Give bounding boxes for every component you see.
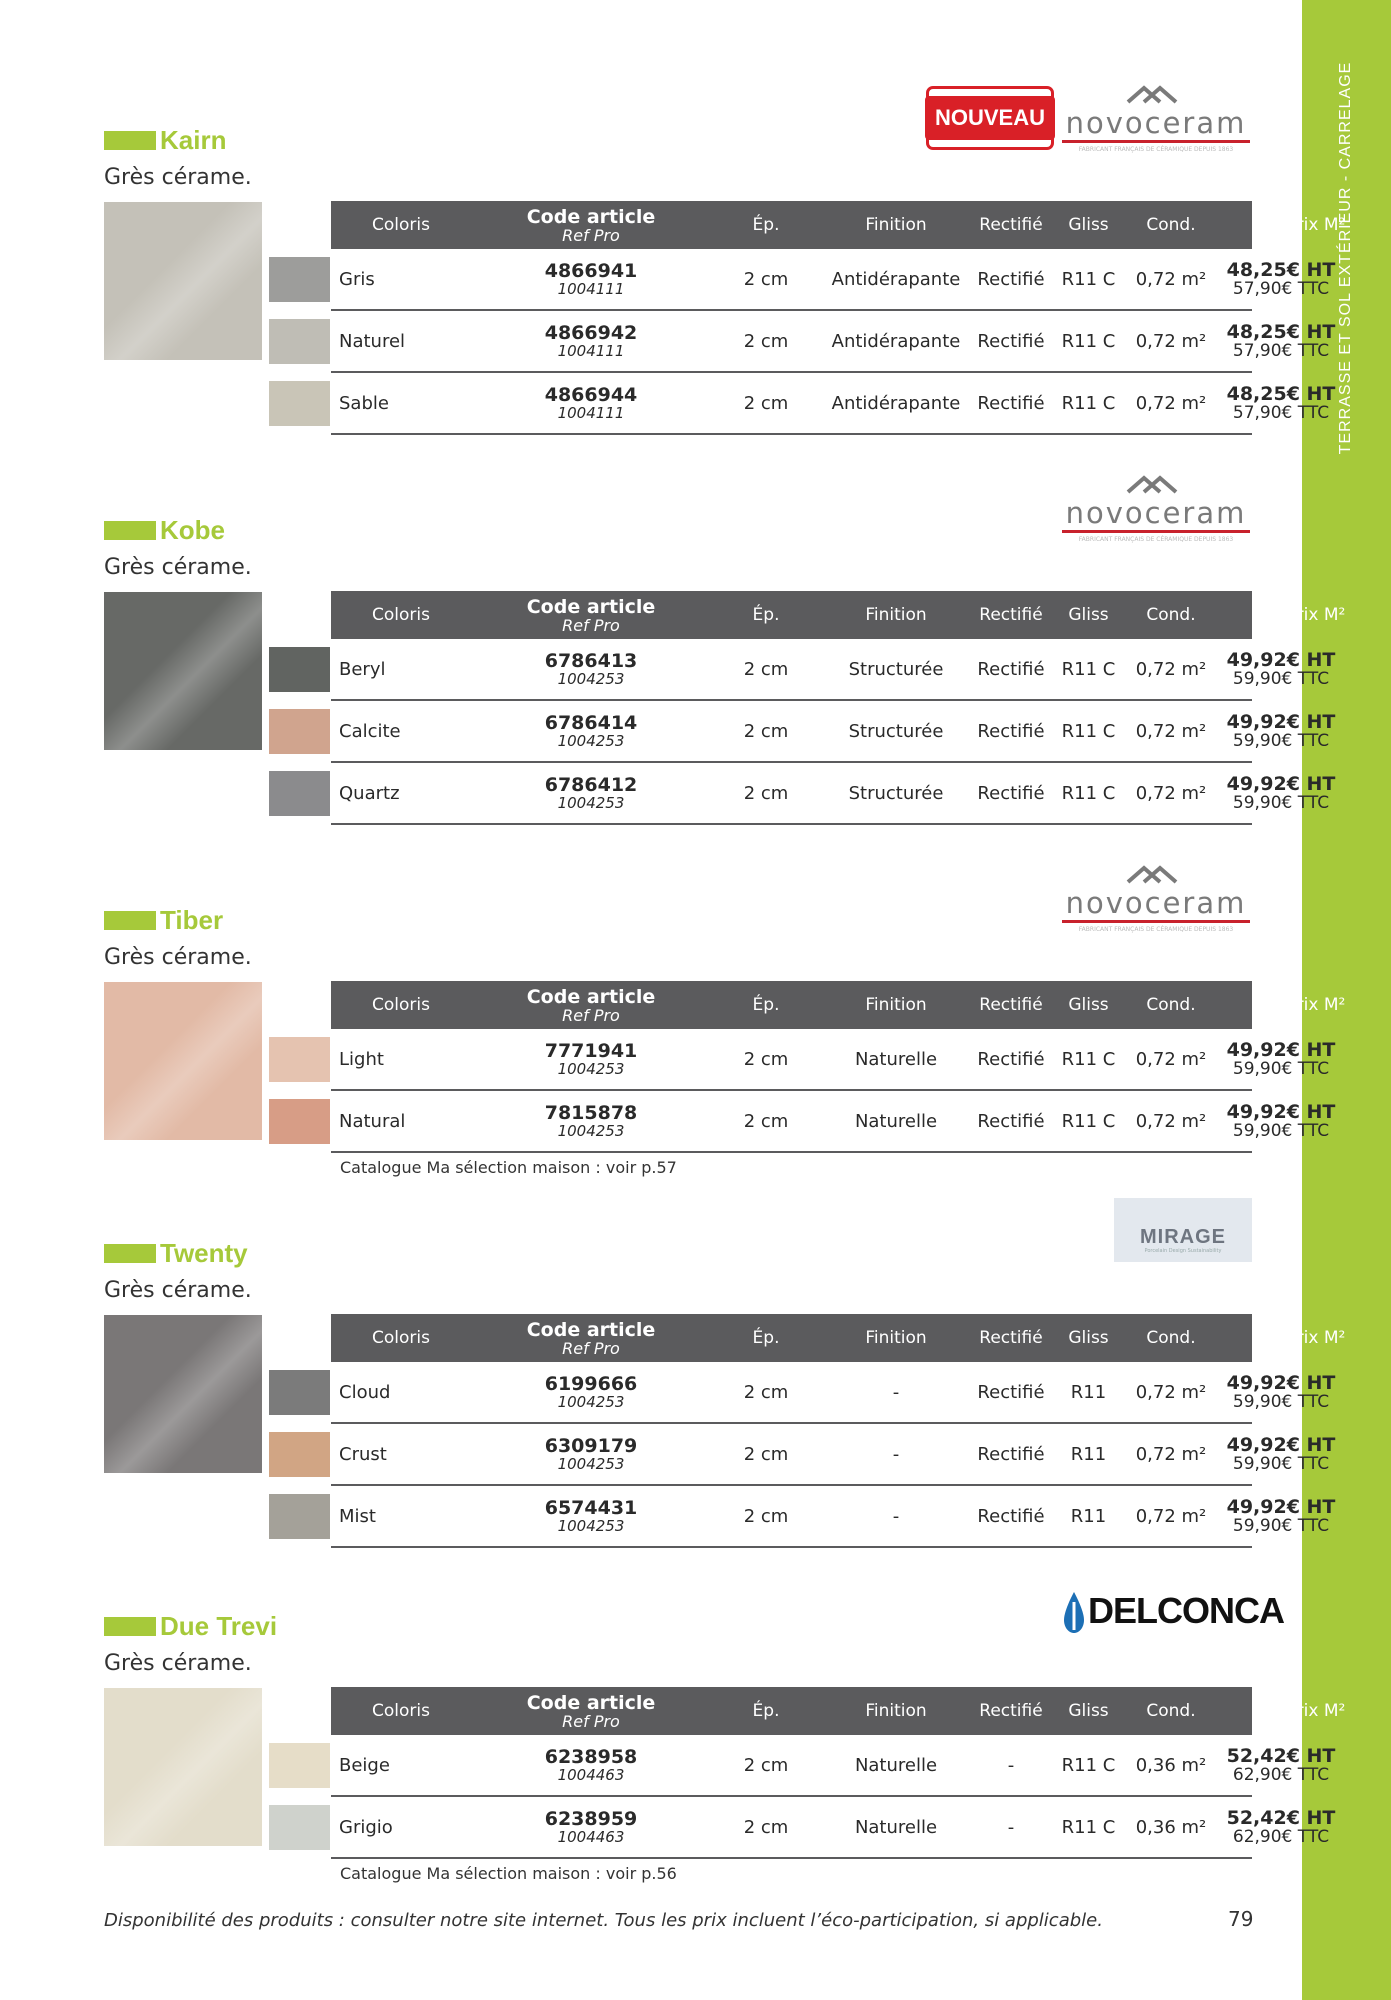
- header-rectifie: Rectifié: [979, 995, 1043, 1015]
- cell-gliss: R11 C: [1061, 782, 1116, 804]
- cell-code: [471, 1735, 711, 1795]
- cell-finition: -: [892, 1505, 900, 1527]
- header-ep: Ép.: [752, 1328, 780, 1348]
- header-finition: Finition: [865, 1328, 927, 1348]
- color-swatch: [269, 1805, 330, 1850]
- header-cond: Cond.: [1146, 605, 1196, 625]
- novoceram-underline: [1062, 530, 1250, 533]
- cell-rectifie: Rectifié: [977, 1381, 1045, 1403]
- cell-gliss: R11 C: [1061, 392, 1116, 414]
- header-code-label: Code article: [526, 1318, 656, 1341]
- title-accent-bar: [104, 521, 156, 540]
- ref-pro: 1004253: [557, 1122, 625, 1140]
- cell-price: [1216, 701, 1346, 761]
- delconca-logo: [1058, 1590, 1284, 1638]
- header-gliss: Gliss: [1068, 1701, 1109, 1721]
- price-ht: 49,92€ HT: [1226, 1101, 1336, 1123]
- novoceram-logo: [1058, 864, 1254, 934]
- cell-gliss: R11: [1070, 1381, 1107, 1403]
- header-coloris: Coloris: [372, 1328, 430, 1348]
- header-rectifie: Rectifié: [979, 605, 1043, 625]
- novoceram-tagline: FABRICANT FRANÇAIS DE CÉRAMIQUE DEPUIS 1863: [1078, 536, 1234, 543]
- header-coloris: Coloris: [372, 995, 430, 1015]
- cell-code: [471, 311, 711, 371]
- novoceram-underline: [1062, 920, 1250, 923]
- cell-ep: 2 cm: [743, 1443, 789, 1465]
- cell-cond: 0,72 m²: [1135, 268, 1207, 290]
- cell-cond: 0,72 m²: [1135, 1381, 1207, 1403]
- section-title: [104, 125, 226, 155]
- product-table: [331, 201, 1346, 435]
- price-ht: 48,25€ HT: [1226, 383, 1336, 405]
- cell-code: [471, 249, 711, 309]
- cell-code: [471, 1029, 711, 1089]
- cell-coloris: Naturel: [339, 330, 406, 352]
- footer-disclaimer: Disponibilité des produits : consulter notre site internet. Tous les prix incluent l’éco-participation, si applicable.: [104, 1910, 1103, 1931]
- cell-finition: Naturelle: [854, 1816, 938, 1838]
- section-title: [104, 515, 225, 545]
- cell-coloris: Mist: [339, 1505, 376, 1527]
- ref-pro: 1004253: [557, 794, 625, 812]
- price-ttc: 59,90€ TTC: [1232, 1454, 1330, 1474]
- cell-gliss: R11 C: [1061, 268, 1116, 290]
- price-ttc: 59,90€ TTC: [1232, 731, 1330, 751]
- novoceram-wordmark: novoceram: [1065, 106, 1247, 140]
- header-prix: Prix M²: [1286, 1701, 1346, 1721]
- table-header: [331, 1314, 1346, 1362]
- product-image: [104, 1688, 262, 1846]
- table-row: [331, 1091, 1336, 1153]
- cell-coloris: Cloud: [339, 1381, 391, 1403]
- cell-price: [1216, 1362, 1346, 1422]
- cell-gliss: R11 C: [1061, 1048, 1116, 1070]
- cell-ep: 2 cm: [743, 1816, 789, 1838]
- header-gliss: Gliss: [1068, 605, 1109, 625]
- header-ep: Ép.: [752, 995, 780, 1015]
- code-article: 4866944: [544, 384, 638, 406]
- cell-finition: Structurée: [848, 782, 944, 804]
- cell-coloris: Crust: [339, 1443, 387, 1465]
- header-code-sub: Ref Pro: [562, 1711, 620, 1731]
- header-gliss: Gliss: [1068, 215, 1109, 235]
- table-row: [331, 639, 1336, 701]
- header-finition: Finition: [865, 215, 927, 235]
- section-title-text: Due Trevi: [160, 1610, 278, 1641]
- novoceram-wordmark: novoceram: [1065, 886, 1247, 920]
- table-header: [331, 591, 1346, 639]
- header-cond: Cond.: [1146, 215, 1196, 235]
- header-code-sub: Ref Pro: [562, 225, 620, 245]
- cell-rectifie: Rectifié: [977, 392, 1045, 414]
- section-subtitle: Grès cérame.: [104, 1278, 252, 1303]
- ref-pro: 1004253: [557, 1455, 625, 1473]
- mirage-tagline: Porcelain Design Sustainability: [1144, 1248, 1222, 1254]
- cell-coloris: Light: [339, 1048, 384, 1070]
- cell-price: [1216, 763, 1346, 823]
- header-gliss: Gliss: [1068, 1328, 1109, 1348]
- cell-cond: 0,72 m²: [1135, 720, 1207, 742]
- novoceram-mark-icon: [1126, 864, 1186, 886]
- code-article: 7771941: [544, 1040, 638, 1062]
- header-code-sub: Ref Pro: [562, 615, 620, 635]
- page-number: 79: [1228, 1907, 1254, 1931]
- cell-ep: 2 cm: [743, 1381, 789, 1403]
- cell-gliss: R11 C: [1061, 720, 1116, 742]
- table-row: [331, 1735, 1336, 1797]
- cell-coloris: Grigio: [339, 1816, 393, 1838]
- cell-cond: 0,36 m²: [1135, 1816, 1207, 1838]
- cell-coloris: Quartz: [339, 782, 400, 804]
- code-article: 6574431: [544, 1497, 638, 1519]
- header-ep: Ép.: [752, 605, 780, 625]
- cell-code: [471, 1424, 711, 1484]
- cell-gliss: R11 C: [1061, 1110, 1116, 1132]
- color-swatch: [269, 647, 330, 692]
- cell-price: [1216, 373, 1346, 433]
- ref-pro: 1004111: [557, 404, 625, 422]
- ref-pro: 1004253: [557, 1060, 625, 1078]
- header-prix: Prix M²: [1286, 605, 1346, 625]
- table-row: [331, 1029, 1336, 1091]
- price-ttc: 57,90€ TTC: [1232, 403, 1330, 423]
- header-cond: Cond.: [1146, 1701, 1196, 1721]
- section-title: [104, 905, 223, 935]
- section-title: [104, 1238, 248, 1268]
- header-ep: Ép.: [752, 1701, 780, 1721]
- cell-rectifie: Rectifié: [977, 1443, 1045, 1465]
- code-article: 6199666: [544, 1373, 638, 1395]
- ref-pro: 1004111: [557, 280, 625, 298]
- ref-pro: 1004253: [557, 1393, 625, 1411]
- cell-rectifie: Rectifié: [977, 330, 1045, 352]
- code-article: 4866942: [544, 322, 638, 344]
- novoceram-mark-icon: [1126, 474, 1186, 496]
- cell-cond: 0,72 m²: [1135, 1110, 1207, 1132]
- color-swatch: [269, 709, 330, 754]
- mirage-logo: [1114, 1198, 1252, 1262]
- cell-rectifie: Rectifié: [977, 658, 1045, 680]
- cell-price: [1216, 1486, 1346, 1546]
- cell-rectifie: Rectifié: [977, 268, 1045, 290]
- mirage-wordmark: MIRAGE: [1140, 1226, 1226, 1248]
- cell-code: [471, 639, 711, 699]
- cell-price: [1216, 311, 1346, 371]
- header-code-label: Code article: [526, 595, 656, 618]
- cell-cond: 0,72 m²: [1135, 1048, 1207, 1070]
- cell-cond: 0,72 m²: [1135, 330, 1207, 352]
- novoceram-tagline: FABRICANT FRANÇAIS DE CÉRAMIQUE DEPUIS 1863: [1078, 146, 1234, 153]
- cell-coloris: Beige: [339, 1754, 390, 1776]
- product-table: [331, 591, 1346, 825]
- header-code: [471, 1314, 711, 1362]
- header-code-label: Code article: [526, 1691, 656, 1714]
- cell-price: [1216, 1029, 1346, 1089]
- cell-rectifie: -: [1007, 1816, 1015, 1838]
- table-header: [331, 201, 1346, 249]
- code-article: 6786414: [544, 712, 638, 734]
- color-swatch: [269, 1099, 330, 1144]
- color-swatch: [269, 1370, 330, 1415]
- ref-pro: 1004253: [557, 1517, 625, 1535]
- table-row: [331, 1797, 1336, 1859]
- cell-price: [1216, 639, 1346, 699]
- code-article: 6786413: [544, 650, 638, 672]
- table-row: [331, 311, 1336, 373]
- price-ht: 48,25€ HT: [1226, 259, 1336, 281]
- header-rectifie: Rectifié: [979, 1328, 1043, 1348]
- price-ttc: 57,90€ TTC: [1232, 279, 1330, 299]
- header-code: [471, 981, 711, 1029]
- header-rectifie: Rectifié: [979, 215, 1043, 235]
- cell-finition: Naturelle: [854, 1110, 938, 1132]
- table-row: [331, 1362, 1336, 1424]
- cell-cond: 0,72 m²: [1135, 1505, 1207, 1527]
- product-image: [104, 592, 262, 750]
- cell-ep: 2 cm: [743, 1110, 789, 1132]
- cell-rectifie: Rectifié: [977, 1505, 1045, 1527]
- cell-code: [471, 1091, 711, 1151]
- section-subtitle: Grès cérame.: [104, 1651, 252, 1676]
- cell-price: [1216, 1424, 1346, 1484]
- table-header: [331, 1687, 1346, 1735]
- cell-rectifie: Rectifié: [977, 1048, 1045, 1070]
- cell-coloris: Calcite: [339, 720, 401, 742]
- cell-rectifie: Rectifié: [977, 1110, 1045, 1132]
- cell-price: [1216, 1091, 1346, 1151]
- cell-gliss: R11 C: [1061, 1816, 1116, 1838]
- cell-price: [1216, 1735, 1346, 1795]
- cell-ep: 2 cm: [743, 330, 789, 352]
- sidebar-label: TERRASSE ET SOL EXTÉRIEUR - CARRELAGE: [1337, 61, 1354, 455]
- price-ttc: 62,90€ TTC: [1232, 1827, 1330, 1847]
- cell-gliss: R11 C: [1061, 1754, 1116, 1776]
- cell-gliss: R11 C: [1061, 330, 1116, 352]
- header-ep: Ép.: [752, 215, 780, 235]
- product-image: [104, 982, 262, 1140]
- cell-cond: 0,72 m²: [1135, 658, 1207, 680]
- cell-code: [471, 763, 711, 823]
- cell-rectifie: Rectifié: [977, 782, 1045, 804]
- color-swatch: [269, 771, 330, 816]
- ref-pro: 1004463: [557, 1828, 625, 1846]
- cell-finition: Structurée: [848, 720, 944, 742]
- cell-coloris: Beryl: [339, 658, 386, 680]
- section-subtitle: Grès cérame.: [104, 555, 252, 580]
- header-coloris: Coloris: [372, 1701, 430, 1721]
- cell-rectifie: Rectifié: [977, 720, 1045, 742]
- cell-coloris: Sable: [339, 392, 389, 414]
- price-ttc: 62,90€ TTC: [1232, 1765, 1330, 1785]
- color-swatch: [269, 319, 330, 364]
- header-prix: Prix M²: [1286, 215, 1346, 235]
- product-table: [331, 981, 1346, 1153]
- header-code: [471, 591, 711, 639]
- title-accent-bar: [104, 911, 156, 930]
- price-ht: 49,92€ HT: [1226, 1372, 1336, 1394]
- novoceram-logo: [1058, 84, 1254, 154]
- cell-ep: 2 cm: [743, 720, 789, 742]
- color-swatch: [269, 257, 330, 302]
- cell-code: [471, 701, 711, 761]
- cell-price: [1216, 249, 1346, 309]
- code-article: 6238959: [544, 1808, 638, 1830]
- cell-gliss: R11: [1070, 1443, 1107, 1465]
- cell-ep: 2 cm: [743, 658, 789, 680]
- cell-finition: -: [892, 1443, 900, 1465]
- price-ttc: 59,90€ TTC: [1232, 1392, 1330, 1412]
- product-image: [104, 202, 262, 360]
- cell-cond: 0,72 m²: [1135, 782, 1207, 804]
- header-cond: Cond.: [1146, 1328, 1196, 1348]
- header-finition: Finition: [865, 1701, 927, 1721]
- header-prix: Prix M²: [1286, 1328, 1346, 1348]
- delconca-wordmark: DELCONCA: [1088, 1590, 1284, 1631]
- novoceram-underline: [1062, 140, 1250, 143]
- table-row: [331, 373, 1336, 435]
- header-code: [471, 1687, 711, 1735]
- ref-pro: 1004463: [557, 1766, 625, 1784]
- code-article: 6309179: [544, 1435, 638, 1457]
- table-row: [331, 249, 1336, 311]
- cell-coloris: Natural: [339, 1110, 406, 1132]
- price-ht: 52,42€ HT: [1226, 1745, 1336, 1767]
- header-finition: Finition: [865, 995, 927, 1015]
- header-gliss: Gliss: [1068, 995, 1109, 1015]
- price-ht: 49,92€ HT: [1226, 773, 1336, 795]
- header-cond: Cond.: [1146, 995, 1196, 1015]
- cell-ep: 2 cm: [743, 268, 789, 290]
- novoceram-mark-icon: [1126, 84, 1186, 106]
- cell-code: [471, 1486, 711, 1546]
- cell-ep: 2 cm: [743, 1505, 789, 1527]
- novoceram-logo: [1058, 474, 1254, 544]
- cell-ep: 2 cm: [743, 1754, 789, 1776]
- cell-finition: Naturelle: [854, 1048, 938, 1070]
- price-ttc: 57,90€ TTC: [1232, 341, 1330, 361]
- color-swatch: [269, 1743, 330, 1788]
- section-title-text: Kobe: [160, 514, 225, 545]
- ref-pro: 1004111: [557, 342, 625, 360]
- catalogue-note: Catalogue Ma sélection maison : voir p.57: [340, 1158, 677, 1177]
- price-ttc: 59,90€ TTC: [1232, 793, 1330, 813]
- header-code-sub: Ref Pro: [562, 1338, 620, 1358]
- color-swatch: [269, 1432, 330, 1477]
- section-title: [104, 1611, 277, 1641]
- price-ttc: 59,90€ TTC: [1232, 1059, 1330, 1079]
- header-rectifie: Rectifié: [979, 1701, 1043, 1721]
- cell-ep: 2 cm: [743, 782, 789, 804]
- title-accent-bar: [104, 1617, 156, 1636]
- delconca-drop-icon: [1062, 1592, 1086, 1634]
- price-ht: 49,92€ HT: [1226, 1496, 1336, 1518]
- table-row: [331, 701, 1336, 763]
- header-code: [471, 201, 711, 249]
- table-row: [331, 1486, 1336, 1548]
- novoceram-wordmark: novoceram: [1065, 496, 1247, 530]
- price-ht: 49,92€ HT: [1226, 711, 1336, 733]
- code-article: 7815878: [544, 1102, 638, 1124]
- price-ttc: 59,90€ TTC: [1232, 1516, 1330, 1536]
- header-code-label: Code article: [526, 205, 656, 228]
- cell-finition: Antidérapante: [831, 268, 961, 290]
- price-ttc: 59,90€ TTC: [1232, 1121, 1330, 1141]
- price-ht: 49,92€ HT: [1226, 649, 1336, 671]
- cell-gliss: R11: [1070, 1505, 1107, 1527]
- nouveau-badge: [926, 86, 1054, 150]
- table-row: [331, 763, 1336, 825]
- code-article: 6786412: [544, 774, 638, 796]
- section-subtitle: Grès cérame.: [104, 945, 252, 970]
- code-article: 4866941: [544, 260, 638, 282]
- cell-finition: Antidérapante: [831, 392, 961, 414]
- price-ht: 49,92€ HT: [1226, 1039, 1336, 1061]
- cell-cond: 0,72 m²: [1135, 1443, 1207, 1465]
- header-code-sub: Ref Pro: [562, 1005, 620, 1025]
- price-ttc: 59,90€ TTC: [1232, 669, 1330, 689]
- title-accent-bar: [104, 1244, 156, 1263]
- color-swatch: [269, 1494, 330, 1539]
- price-ht: 49,92€ HT: [1226, 1434, 1336, 1456]
- ref-pro: 1004253: [557, 670, 625, 688]
- product-image: [104, 1315, 262, 1473]
- header-coloris: Coloris: [372, 215, 430, 235]
- title-accent-bar: [104, 131, 156, 150]
- cell-finition: Structurée: [848, 658, 944, 680]
- cell-cond: 0,72 m²: [1135, 392, 1207, 414]
- cell-finition: -: [892, 1381, 900, 1403]
- cell-ep: 2 cm: [743, 1048, 789, 1070]
- cell-code: [471, 373, 711, 433]
- section-title-text: Tiber: [160, 904, 224, 935]
- code-article: 6238958: [544, 1746, 638, 1768]
- header-finition: Finition: [865, 605, 927, 625]
- color-swatch: [269, 381, 330, 426]
- cell-price: [1216, 1797, 1346, 1857]
- cell-finition: Antidérapante: [831, 330, 961, 352]
- table-header: [331, 981, 1346, 1029]
- price-ht: 48,25€ HT: [1226, 321, 1336, 343]
- cell-coloris: Gris: [339, 268, 375, 290]
- cell-cond: 0,36 m²: [1135, 1754, 1207, 1776]
- table-row: [331, 1424, 1336, 1486]
- cell-code: [471, 1362, 711, 1422]
- cell-rectifie: -: [1007, 1754, 1015, 1776]
- header-code-label: Code article: [526, 985, 656, 1008]
- header-prix: Prix M²: [1286, 995, 1346, 1015]
- color-swatch: [269, 1037, 330, 1082]
- cell-code: [471, 1797, 711, 1857]
- cell-gliss: R11 C: [1061, 658, 1116, 680]
- price-ht: 52,42€ HT: [1226, 1807, 1336, 1829]
- cell-finition: Naturelle: [854, 1754, 938, 1776]
- section-title-text: Kairn: [160, 124, 227, 155]
- novoceram-tagline: FABRICANT FRANÇAIS DE CÉRAMIQUE DEPUIS 1863: [1078, 926, 1234, 933]
- section-title-text: Twenty: [160, 1237, 248, 1268]
- nouveau-label: NOUVEAU: [925, 96, 1055, 140]
- ref-pro: 1004253: [557, 732, 625, 750]
- product-table: [331, 1687, 1346, 1859]
- section-subtitle: Grès cérame.: [104, 165, 252, 190]
- header-coloris: Coloris: [372, 605, 430, 625]
- cell-ep: 2 cm: [743, 392, 789, 414]
- catalogue-note: Catalogue Ma sélection maison : voir p.56: [340, 1864, 677, 1883]
- product-table: [331, 1314, 1346, 1548]
